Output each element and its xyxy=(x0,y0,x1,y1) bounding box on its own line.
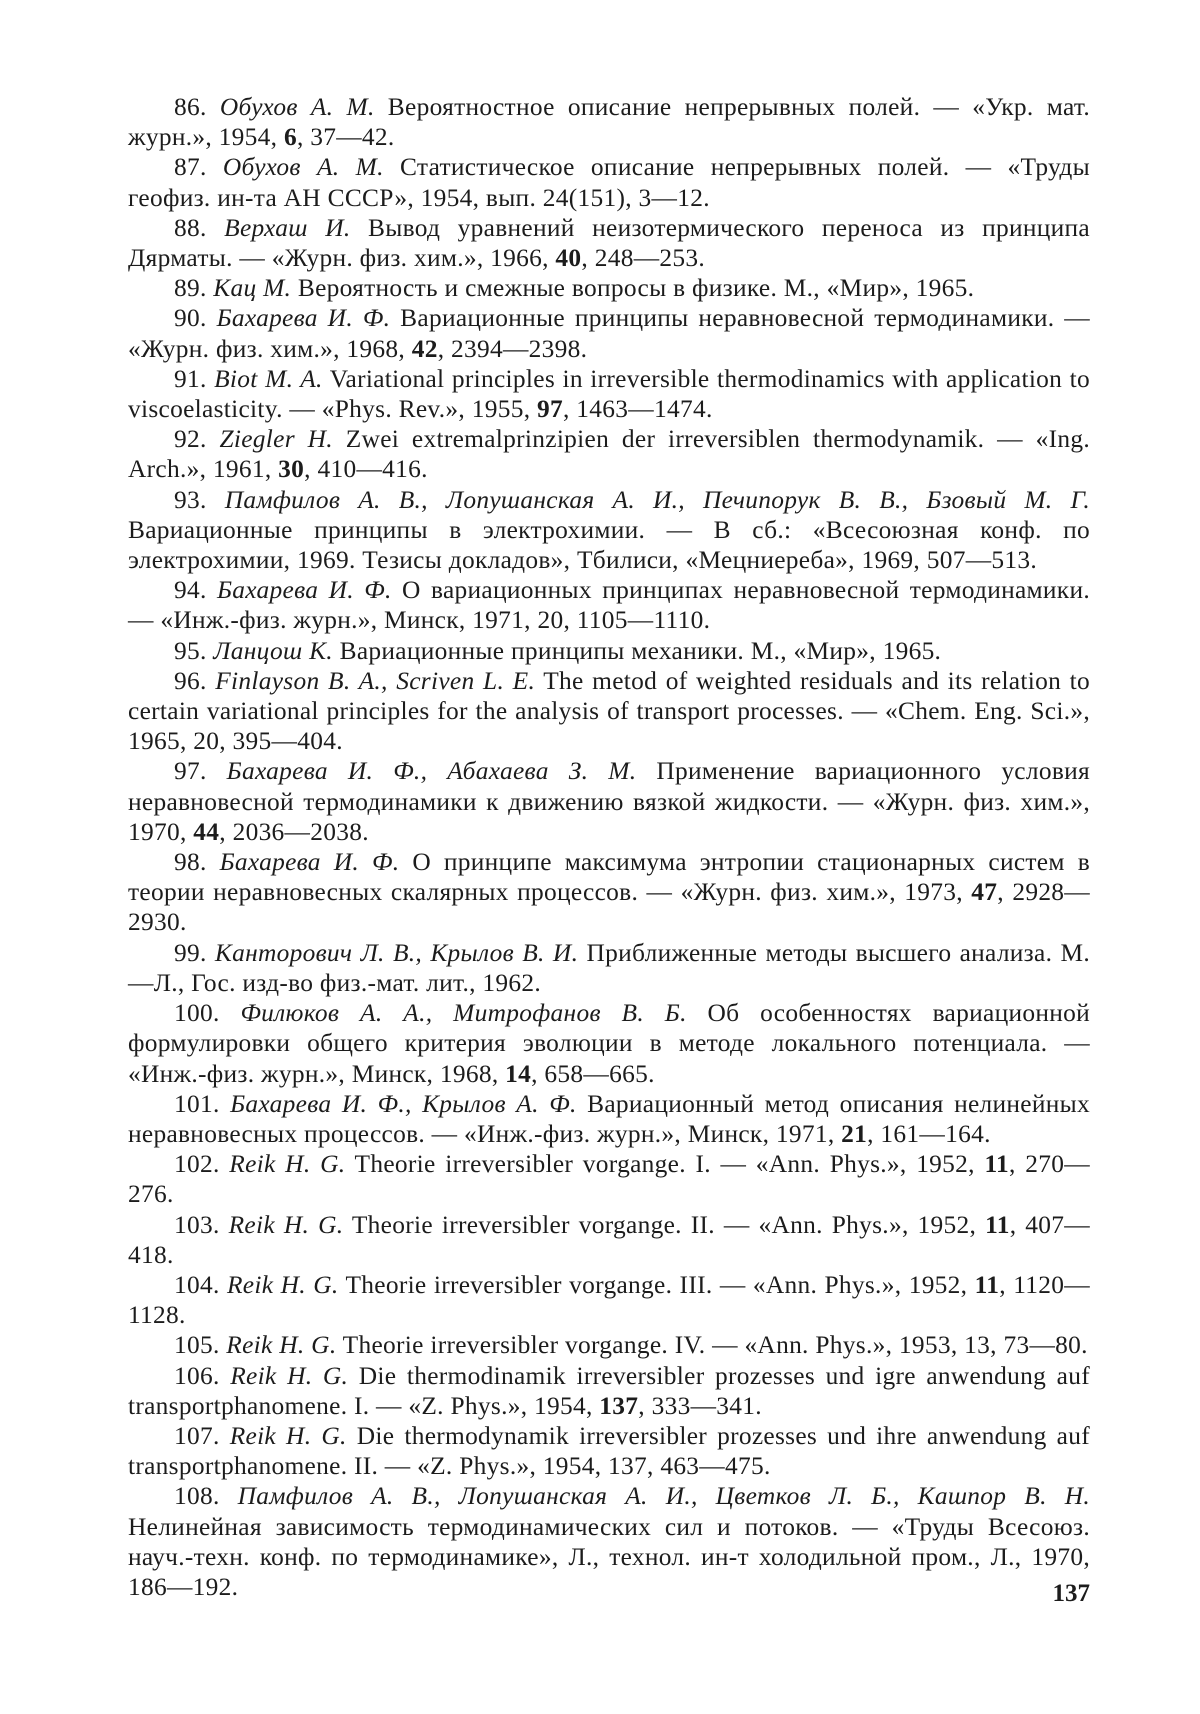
reference-entry xyxy=(128,847,1090,938)
reference-authors: Верхаш И. xyxy=(224,213,351,242)
reference-number: 97. xyxy=(174,757,207,786)
reference-number: 86. xyxy=(174,93,207,121)
reference-number: 89. xyxy=(174,274,207,303)
reference-number: 98. xyxy=(174,848,207,877)
reference-text: Вариационные принципы механики. М., «Мир», 1965. xyxy=(339,636,942,665)
reference-authors: Biot M. A. xyxy=(214,364,323,393)
reference-entry xyxy=(128,1421,1090,1481)
reference-text: Статистическое описание непрерывных полей. — «Труды геофиз. ин-та АН СССР», 1954, вып. 24(151), 3—12. xyxy=(128,153,1090,212)
reference-text: Theorie irreversibler vorgange. I. — «Ann. Phys.», 1952, xyxy=(354,1150,985,1179)
reference-text: О принципе максимума энтропии стационарных систем в теории неравновесных скалярных процессов. — «Журн. физ. хим.», 1973, xyxy=(128,848,1090,907)
reference-entry xyxy=(128,636,1090,666)
reference-text: Вариационный метод описания нелинейных неравновесных процессов. — «Инж.-физ. журн.», Минск, 1971, xyxy=(128,1089,1090,1148)
reference-text: Вывод уравнений неизотермического переноса из принципа Дярматы. — «Журн. физ. хим.», 1966, xyxy=(128,213,1090,273)
reference-entry xyxy=(128,1149,1090,1209)
reference-authors: Бахарева И. Ф. xyxy=(216,304,391,333)
reference-entry xyxy=(128,152,1090,212)
reference-authors: Бахарева И. Ф., Крылов А. Ф. xyxy=(230,1089,577,1118)
reference-authors: Бахарева И. Ф. xyxy=(219,848,400,877)
reference-number: 105. xyxy=(174,1331,220,1360)
reference-pages: , 37—42. xyxy=(296,123,395,152)
reference-volume: 11 xyxy=(974,1270,1000,1299)
reference-number: 90. xyxy=(174,304,207,333)
reference-number: 104. xyxy=(174,1270,220,1299)
reference-number: 87. xyxy=(174,153,207,182)
reference-entry xyxy=(128,1089,1090,1149)
reference-authors: Бахарева И. Ф. xyxy=(217,576,392,605)
reference-text: Theorie irreversibler vorgange. II. — «Ann. Phys.», 1952, xyxy=(351,1210,986,1239)
reference-authors: Филюков А. А., Митрофанов В. Б. xyxy=(240,999,687,1028)
reference-authors: Reik H. G. xyxy=(230,1361,349,1390)
reference-number: 103. xyxy=(174,1210,220,1239)
reference-entry xyxy=(128,1330,1090,1360)
reference-text: Вероятностное описание непрерывных полей. — «Укр. мат. журн.», 1954, xyxy=(128,93,1090,152)
reference-text: Theorie irreversibler vorgange. IV. — «Ann. Phys.», 1953, 13, 73—80. xyxy=(342,1331,1088,1360)
reference-authors: Finlayson B. A., Scriven L. E. xyxy=(215,666,536,695)
reference-authors: Reik H. G. xyxy=(227,1270,339,1299)
reference-authors: Обухов А. М. xyxy=(222,153,384,182)
reference-text: Variational principles in irreversible thermodinamics with application to viscoelasticity. — «Phys. Rev.», 1955, xyxy=(128,364,1090,424)
reference-authors: Бахарева И. Ф., Абахаева З. М. xyxy=(226,757,637,786)
reference-volume: 47 xyxy=(971,878,998,907)
reference-entry xyxy=(128,92,1090,152)
reference-entry xyxy=(128,364,1090,424)
reference-list xyxy=(128,92,1090,1602)
reference-entry xyxy=(128,666,1090,757)
reference-volume: 14 xyxy=(505,1059,532,1088)
reference-text: Нелинейная зависимость термодинамических сил и потоков. — «Труды Всесоюз. науч.-техн. конф. по термодинамике», Л., технол. ин-т холодильной пром., Л., 1970, 186—192. xyxy=(128,1512,1090,1601)
reference-volume: 40 xyxy=(555,244,582,273)
reference-text: Приближенные методы высшего анализа. М.—Л., Гос. изд-во физ.-мат. лит., 1962. xyxy=(128,938,1090,997)
reference-authors: Памфилов А. В., Лопушанская А. И., Печипорук В. В., Бзовый М. Г. xyxy=(224,485,1090,514)
reference-text: Вариационные принципы неравновесной термодинамики. — «Журн. физ. хим.», 1968, xyxy=(128,304,1090,363)
reference-volume: 11 xyxy=(984,1150,1010,1179)
reference-number: 106. xyxy=(174,1361,220,1390)
reference-pages: , 2928—2930. xyxy=(128,878,1090,937)
reference-pages: , 2394—2398. xyxy=(437,334,588,363)
reference-number: 102. xyxy=(174,1150,220,1179)
reference-volume: 44 xyxy=(193,817,220,846)
reference-entry xyxy=(128,575,1090,635)
reference-number: 93. xyxy=(174,485,207,514)
reference-pages: , 248—253. xyxy=(581,244,706,273)
reference-pages: , 161—164. xyxy=(867,1119,991,1148)
reference-entry xyxy=(128,1270,1090,1330)
reference-entry xyxy=(128,213,1090,273)
reference-pages: , 407—418. xyxy=(128,1210,1090,1269)
reference-text: Zwei extremalprinzipien der irreversiblen thermodynamik. — «Ing. Arch.», 1961, xyxy=(128,425,1090,484)
reference-text: Вариационные принципы в электрохимии. — В сб.: «Всесоюзная конф. по электрохимии, 1969. Тезисы докладов», Тбилиси, «Мецниереба», 1969, 507—513. xyxy=(128,515,1090,575)
reference-entry xyxy=(128,938,1090,998)
reference-text: Об особенностях вариационной формулировки общего критерия эволюции в методе локального потенциала. — «Инж.-физ. журн.», Минск, 1968, xyxy=(128,999,1090,1088)
reference-entry xyxy=(128,998,1090,1089)
reference-entry xyxy=(128,1361,1090,1421)
reference-entry xyxy=(128,1210,1090,1270)
reference-number: 88. xyxy=(174,213,207,242)
reference-text: Theorie irreversibler vorgange. III. — «Ann. Phys.», 1952, xyxy=(345,1270,975,1299)
reference-pages: , 658—665. xyxy=(531,1059,655,1088)
reference-pages: , 333—341. xyxy=(638,1391,762,1420)
reference-entry xyxy=(128,273,1090,303)
reference-authors: Reik H. G. xyxy=(229,1150,346,1179)
reference-volume: 42 xyxy=(411,334,438,363)
reference-authors: Ziegler H. xyxy=(219,425,333,454)
reference-text: О вариационных принципах неравновесной термодинамики. — «Инж.-физ. журн.», Минск, 1971, 20, 1105—1110. xyxy=(128,576,1090,635)
reference-authors: Кац М. xyxy=(213,274,292,303)
reference-number: 96. xyxy=(174,666,207,695)
reference-number: 107. xyxy=(174,1421,220,1450)
reference-entry xyxy=(128,756,1090,847)
reference-number: 101. xyxy=(174,1089,220,1118)
reference-authors: Обухов А. М. xyxy=(219,93,375,121)
reference-number: 92. xyxy=(174,425,207,454)
reference-number: 100. xyxy=(174,999,220,1028)
reference-volume: 11 xyxy=(985,1210,1010,1239)
reference-pages: , 1463—1474. xyxy=(563,395,713,424)
reference-volume: 6 xyxy=(283,123,297,152)
reference-authors: Reik H. G. xyxy=(229,1421,347,1450)
reference-volume: 137 xyxy=(599,1391,639,1420)
reference-pages: , 410—416. xyxy=(304,455,428,484)
reference-number: 99. xyxy=(174,938,207,967)
reference-pages: , 270—276. xyxy=(128,1150,1090,1209)
reference-volume: 97 xyxy=(537,395,563,424)
reference-volume: 21 xyxy=(841,1119,868,1148)
reference-number: 91. xyxy=(174,364,207,393)
reference-entry xyxy=(128,303,1090,363)
reference-authors: Reik H. G. xyxy=(228,1210,344,1239)
reference-text: The metod of weighted residuals and its relation to certain variational principles for the analysis of transport processes. — «Chem. Eng. Sci.», 1965, 20, 395—404. xyxy=(128,666,1090,756)
page-number: 137 xyxy=(1052,1580,1090,1607)
reference-entry xyxy=(128,485,1090,576)
reference-authors: Ланцош К. xyxy=(213,636,333,665)
reference-text: Применение вариационного условия неравновесной термодинамики к движению вязкой жидкости. — «Журн. физ. хим.», 1970, xyxy=(128,757,1090,846)
reference-entry xyxy=(128,424,1090,484)
reference-pages: , 2036—2038. xyxy=(219,817,369,846)
reference-text: Вероятность и смежные вопросы в физике. М., «Мир», 1965. xyxy=(297,274,975,303)
reference-entry xyxy=(128,1481,1090,1602)
reference-text: Die thermodynamik irreversibler prozesses und ihre anwendung auf transportphanomene. II. — «Z. Phys.», 1954, 137, 463—475. xyxy=(128,1421,1090,1481)
reference-authors: Памфилов А. В., Лопушанская А. И., Цветков Л. Б., Кашпор В. Н. xyxy=(237,1482,1090,1511)
reference-text: Die thermodinamik irreversibler prozesses und igre anwendung auf transportphanomene. I. — «Z. Phys.», 1954, xyxy=(128,1361,1090,1420)
reference-pages: , 1120—1128. xyxy=(128,1270,1090,1330)
reference-authors: Канторович Л. В., Крылов В. И. xyxy=(214,938,579,967)
reference-number: 108. xyxy=(174,1482,220,1511)
reference-number: 95. xyxy=(174,636,207,665)
reference-authors: Reik H. G. xyxy=(226,1331,337,1360)
reference-volume: 30 xyxy=(278,455,305,484)
reference-number: 94. xyxy=(174,576,207,605)
